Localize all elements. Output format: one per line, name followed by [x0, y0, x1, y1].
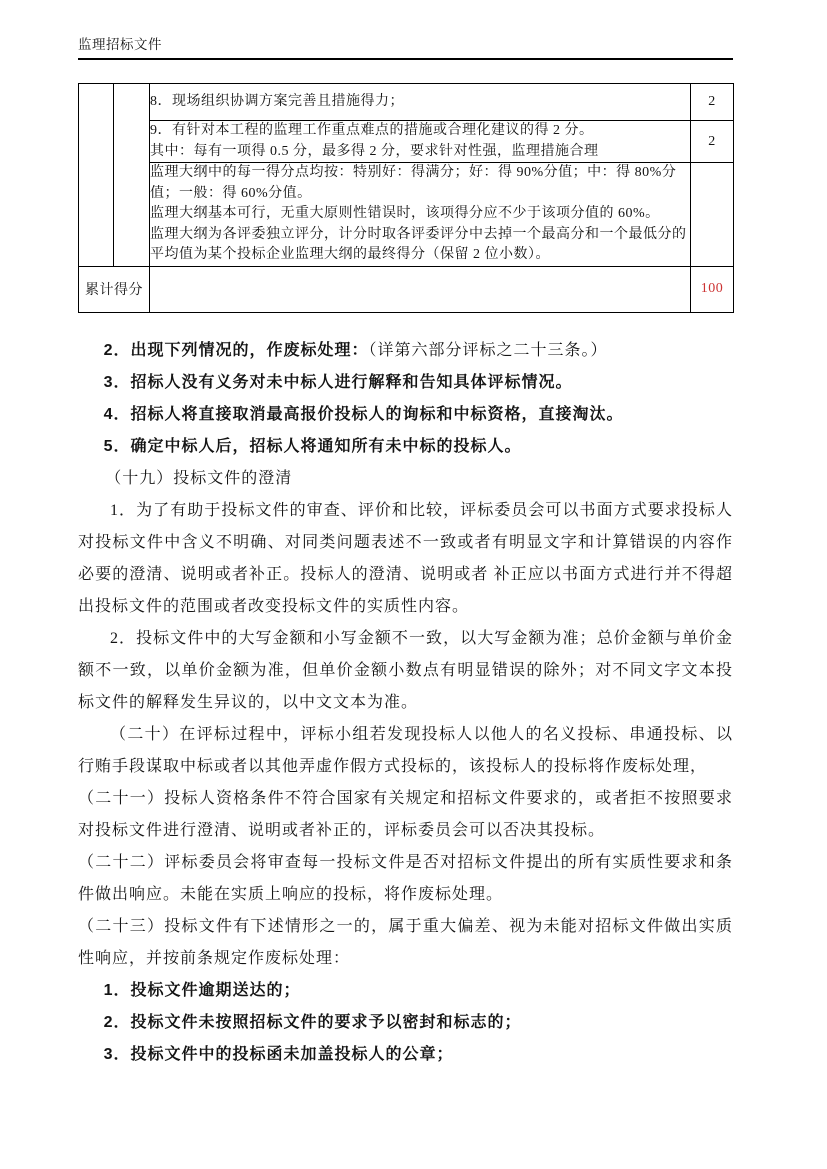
criteria-line: 监理大纲为各评委独立评分，计分时取各评委评分中去掉一个最高分和一个最低分的平均值为某个投标企业监理大纲的最终得分（保留 2 位小数）。: [150, 226, 687, 262]
score-cell: 2: [691, 84, 734, 121]
notice-item-2-bold: 2．出现下列情况的，作废标处理：: [103, 341, 369, 359]
score-cell: [691, 163, 734, 267]
deviation-item-1: 1．投标文件逾期送达的；: [103, 981, 301, 999]
criteria-line: 9．有针对本工程的监理工作重点难点的措施或合理化建议的得 2 分。: [150, 123, 594, 138]
page-header: [78, 33, 733, 60]
table-row: [79, 84, 734, 121]
criteria-line: 8．现场组织协调方案完善且措施得力；: [150, 93, 404, 109]
table-total-row: [79, 266, 734, 312]
notice-item-4: 4．招标人将直接取消最高报价投标人的询标和中标资格，直接淘汰。: [103, 405, 624, 423]
criteria-line: 其中：每有一项得 0.5 分，最多得 2 分，要求针对性强，监理措施合理: [150, 143, 599, 159]
spanner-cell-2: [114, 84, 150, 267]
criteria-line: 监理大纲基本可行，无重大原则性错误时，该项得分应不少于该项分值的 60%。: [150, 206, 660, 221]
deviation-item-3: 3．投标文件中的投标函未加盖投标人的公章；: [103, 1045, 454, 1063]
total-score: 100: [691, 266, 734, 312]
article-23: （二十三）投标文件有下述情形之一的，属于重大偏差、视为未能对招标文件做出实质性响应，并按前条规定作废标处理：: [78, 917, 733, 967]
table-row: [79, 163, 734, 267]
spanner-cell-1: [79, 84, 114, 267]
criteria-cell: [150, 121, 691, 163]
table-row: [79, 121, 734, 163]
criteria-line: 监理大纲中的每一得分点均按：特别好：得满分；好：得 90%分值；中：得 80%分值；一般：得 60%分值。: [150, 165, 677, 201]
notice-item-5: 5．确定中标人后，招标人将通知所有未中标的投标人。: [103, 437, 522, 455]
total-label: 累计得分: [79, 266, 150, 312]
clarification-para-2: 2．投标文件中的大写金额和小写金额不一致，以大写金额为准；总价金额与单价金额不一致，以单价金额为准，但单价金额小数点有明显错误的除外；对不同文字文本投标文件的解释发生异议的，以中文文本为准。: [78, 629, 733, 711]
article-20: （二十）在评标过程中，评标小组若发现投标人以他人的名义投标、串通投标、以行贿手段谋取中标或者以其他弄虚作假方式投标的，该投标人的投标将作废标处理，: [78, 725, 733, 775]
total-empty-cell: [150, 266, 691, 312]
criteria-cell: [150, 163, 691, 267]
criteria-cell: [150, 84, 691, 121]
clarification-para-1: 1．为了有助于投标文件的审查、评价和比较，评标委员会可以书面方式要求投标人对投标文件中含义不明确、对同类问题表述不一致或者有明显文字和计算错误的内容作必要的澄清、说明或者补正。投标人的澄清、说明或者 补正应以书面方式进行并不得超出投标文件的范围或者改变投标文件的实质性内容。: [78, 501, 733, 615]
score-cell: 2: [691, 121, 734, 163]
score-table: [78, 83, 734, 313]
notice-item-2-note: （详第六部分评标之二十三条。）: [368, 341, 608, 359]
deviation-item-2: 2．投标文件未按照招标文件的要求予以密封和标志的；: [103, 1013, 522, 1031]
article-21: （二十一）投标人资格条件不符合国家有关规定和招标文件要求的，或者拒不按照要求对投标文件进行澄清、说明或者补正的，评标委员会可以否决其投标。: [78, 789, 733, 839]
notice-item-3: 3．招标人没有义务对未中标人进行解释和告知具体评标情况。: [103, 373, 573, 391]
document-body: [78, 335, 733, 1071]
header-title: 监理招标文件: [78, 37, 162, 52]
notice-item-2: [78, 335, 733, 367]
article-22: （二十二）评标委员会将审查每一投标文件是否对招标文件提出的所有实质性要求和条件做出响应。未能在实质上响应的投标，将作废标处理。: [78, 853, 733, 903]
clarification-heading: （十九）投标文件的澄清: [105, 469, 293, 487]
